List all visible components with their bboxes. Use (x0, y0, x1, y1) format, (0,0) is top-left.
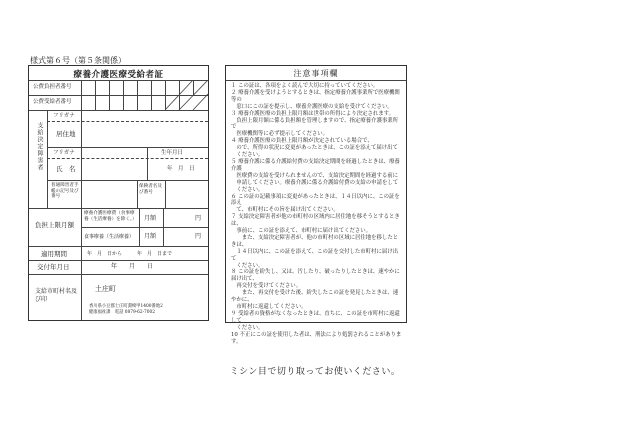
note-line: 負担上限月額に係る負担額を管理しますので、指定療養介護事業所で (231, 117, 399, 131)
divider (47, 158, 208, 159)
medical-cost-label: 療養介護医療費（食事療養（生活療養）を除く。） (84, 211, 137, 222)
issue-date-label: 交付年月日 (37, 263, 70, 271)
note-line: 市町村に返還してください。 (231, 304, 307, 310)
divider (81, 80, 82, 110)
note-line: 事前に、この証を添えて、市町村に届け出てください。 (231, 228, 372, 235)
divider (29, 246, 208, 247)
yen-label-2: 円 (195, 233, 202, 240)
divider (226, 80, 406, 81)
divider (81, 227, 208, 228)
notes-title: 注意事項欄 (293, 69, 339, 78)
divider (29, 274, 208, 275)
note-line: ので、所得の状況に変更があったときは、この証を添えて届け出て (231, 145, 398, 152)
note-line: また、支給決定障害者が、他の市町村の区域に居住地を移したときは、 (231, 234, 399, 248)
notes-list (231, 83, 403, 345)
limit-label: 負担上限月額 (35, 221, 74, 229)
note-line: ください。 (231, 186, 264, 193)
note-line: ください。 (231, 152, 264, 159)
note-line: ください。 (231, 324, 264, 331)
payer-number-label: 公費負担者番号 (33, 84, 72, 90)
monthly-label-2: 月額 (144, 233, 157, 240)
divider (29, 110, 208, 111)
note-line: 申請してください。療養介護に係る介護給付費の支給の申請をして (231, 179, 399, 186)
note-line: ８ この証を紛失し、又は、汚したり、破ったりしたときは、速やかに届け出て、 (231, 269, 400, 283)
divider (47, 110, 48, 208)
note-line: ９ 受給者の資格がなくなったときは、直ちに、この証を市町村に返還して (231, 310, 400, 324)
monthly-label-1: 月額 (144, 215, 157, 222)
note-line: ６ この証の記載事項に変更があったときは、１４日以内に、この証を添え (231, 193, 400, 207)
name-label: 氏 名 (56, 165, 76, 173)
furigana-label: フリガナ (53, 113, 75, 119)
municipality-address: 香川県小豆郡土庄町淵崎甲1400番地2 (89, 304, 163, 309)
note-line: ５ 療養介護に係る介護給付費の支給決定期間を経過したときは、療養介護 (231, 158, 400, 172)
note-line: 再交付を受けてください。 (231, 283, 302, 290)
food-cost-label: 食事療養（生活療養） (84, 234, 135, 240)
note-line: て、市町村にその旨を届け出てください。 (231, 207, 339, 214)
municipality-label: 支給市町村名及び印 (35, 288, 78, 303)
note-line: 10 不正にこの証を使用した者は、刑法により処罰されることがあります。 (231, 331, 402, 345)
municipality-department: 健康福祉課 電話 0879-62-7002 (89, 310, 155, 315)
municipality-name: 土庄町 (95, 285, 116, 293)
note-line: ３ 療養介護医療の負担上限月額は世帯の所得により決定されます。 (231, 110, 395, 117)
recipient-number-label: 公費受給者番号 (33, 99, 72, 105)
divider (47, 180, 208, 181)
furigana-label-2: フリガナ (53, 150, 75, 156)
notes-card (225, 65, 407, 345)
note-line: １４日以内に、この証を添えて、この証を交付した市町村に届け出て (231, 248, 399, 262)
period-label: 適用期間 (41, 250, 67, 258)
birthdate-label: 生年月日 (161, 150, 184, 156)
divider (81, 274, 82, 320)
birthdate-units: 年 月 日 (167, 166, 195, 172)
divider (165, 180, 166, 208)
insurer-label: 保険者名及び番号 (139, 184, 162, 195)
number-box-hatch (165, 80, 208, 110)
divider (47, 121, 208, 122)
note-line: 医療費の支給を受けられませんので、支給決定期間を経過する前に (231, 172, 399, 179)
note-line: 窓口にこの証を提示し、療養介護医療の支給を受けてください。 (231, 103, 393, 110)
recipient-side-label: 支給決定障害者 (36, 122, 43, 171)
perforation-instruction: ミシン目で切り取ってお使いください。 (229, 367, 401, 377)
note-line: ４ 療養介護医療の負担上限月額が決定されている場合で、 (231, 138, 373, 145)
note-line: ７ 支給決定障害者が他の市町村の区域内に居住地を移そうとするときは、 (231, 214, 400, 228)
note-line: ください。 (231, 262, 264, 269)
certificate-title: 療養介護医療受給者証 (73, 70, 164, 80)
divider (81, 110, 82, 208)
yen-label-1: 円 (195, 215, 202, 222)
divider (29, 260, 208, 261)
note-line: １ この証は、各項をよく読んで大切に持っていてください。 (231, 83, 379, 89)
divider (29, 208, 208, 209)
divider (147, 147, 148, 180)
certificate-card (28, 65, 209, 321)
address-label: 居住地 (56, 130, 76, 138)
divider (47, 147, 208, 148)
note-line: 医療機関等に必ず提示してください。 (231, 131, 329, 138)
period-value: 年 月 日から 年 月 日まで (87, 251, 173, 257)
form-number-label: 様式第６号（第５条関係） (30, 56, 126, 65)
cert-number-label: 普通障害者手帳の記号及び番号 (51, 183, 79, 199)
note-line: ２ 療養介護を受けようとするときは、指定療養介護事業所で医療機関等の (231, 89, 400, 103)
issue-date-value: 年 月 日 (111, 263, 154, 270)
note-line: また、再交付を受けた後、紛失したこの証を発見したときは、速やかに、 (231, 290, 399, 304)
divider (137, 180, 138, 208)
